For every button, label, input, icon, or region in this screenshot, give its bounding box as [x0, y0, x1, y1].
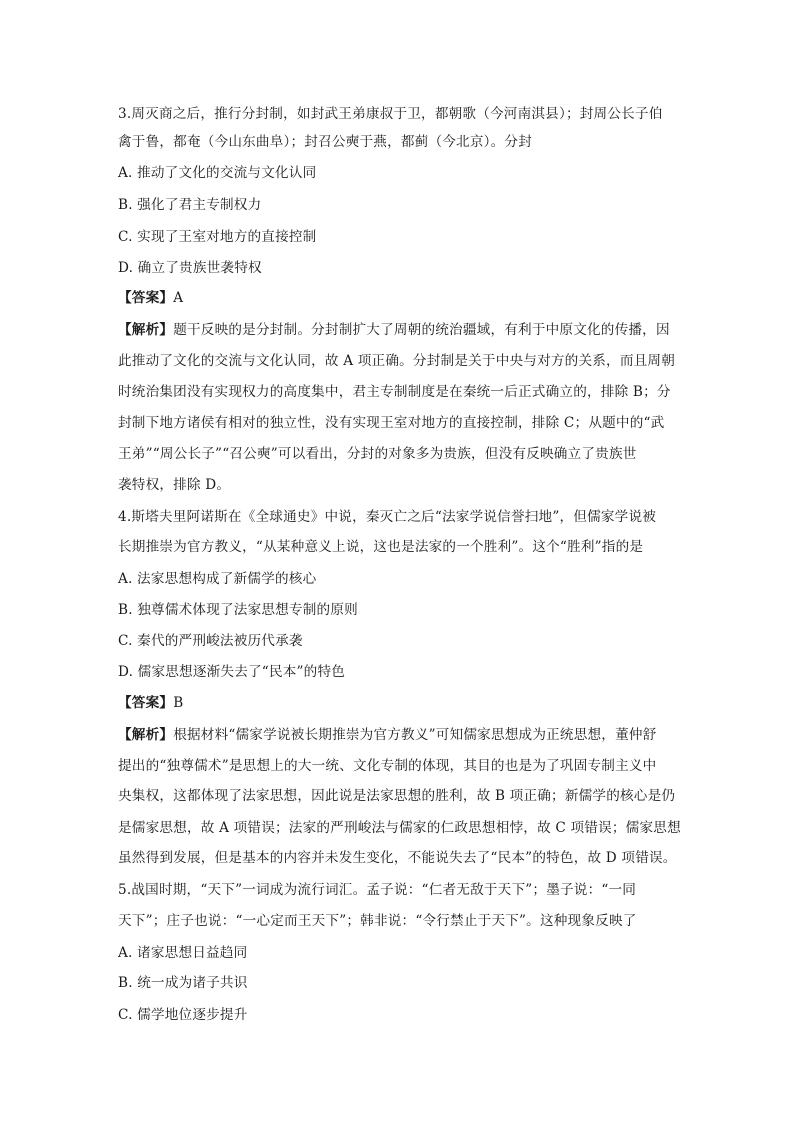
- analysis-tag: 【解析】: [118, 322, 174, 338]
- analysis-tag: 【解析】: [118, 727, 174, 743]
- question-3-analysis-line-5: 王弟”“周公长子”“召公奭”可以看出，分封的对象多为贵族，但没有反映确立了贵族世: [118, 446, 637, 462]
- question-3-analysis-line-4: 封制下地方诸侯有相对的独立性，没有实现王室对地方的直接控制，排除 C；从题中的“武: [118, 415, 665, 431]
- question-4-option-c: C. 秦代的严刑峻法被历代承袭: [118, 633, 303, 649]
- question-5-option-b: B. 统一成为诸子共识: [118, 975, 248, 991]
- question-4-analysis-line-1: [118, 725, 684, 745]
- question-4-option-a: A. 法家思想构成了新儒学的核心: [118, 571, 317, 587]
- question-4-analysis-line-2: 提出的“独尊儒术”是思想上的大一统、文化专制的体现，其目的也是为了巩固专制主义中: [118, 758, 657, 774]
- question-3-analysis-line-3: 时统治集团没有实现权力的高度集中，君主专制制度是在秦统一后正式确立的，排除 B；分: [118, 384, 671, 400]
- question-3-stem-line-1: 3.周灭商之后，推行分封制，如封武王弟康叔于卫，都朝歌（今河南淇县）；封周公长子伯: [118, 106, 663, 122]
- answer-value: B: [173, 695, 184, 711]
- question-3-option-b: B. 强化了君主专制权力: [118, 197, 262, 213]
- question-4-analysis-line-4: 是儒家思想，故 A 项错误；法家的严刑峻法与儒家的仁政思想相悖，故 C 项错误；儒家思想: [118, 820, 681, 836]
- answer-tag: 【答案】: [118, 290, 174, 306]
- answer-tag: 【答案】: [118, 695, 174, 711]
- question-3-option-c: C. 实现了王室对地方的直接控制: [118, 229, 317, 245]
- question-5-stem-line-2: 天下”；庄子也说：“一心定而王天下”；韩非说：“令行禁止于天下”。这种现象反映了: [118, 913, 637, 929]
- analysis-text: 根据材料“儒家学说被长期推崇为官方教义”可知儒家思想成为正统思想，董仲舒: [173, 727, 657, 743]
- question-5-stem-line-1: 5.战国时期，“天下”一词成为流行词汇。孟子说：“仁者无敌于天下”；墨子说：“一同: [118, 882, 637, 898]
- question-3-answer: [118, 288, 684, 308]
- question-4-stem-line-2: 长期推崇为官方教义，“从某种意义上说，这也是法家的一个胜利”。这个“胜利”指的是: [118, 539, 644, 555]
- question-5-option-a: A. 诸家思想日益趋同: [118, 945, 248, 961]
- answer-value: A: [173, 290, 184, 306]
- question-3-option-d: D. 确立了贵族世袭特权: [118, 260, 262, 276]
- question-3-option-a: A. 推动了文化的交流与文化认同: [118, 165, 317, 181]
- question-3-analysis-line-1: [118, 320, 684, 340]
- question-4-answer: [118, 693, 684, 713]
- question-3-analysis-line-2: 此推动了文化的交流与文化认同，故 A 项正确。分封制是关于中央与对方的关系，而且周朝: [118, 353, 676, 369]
- question-3-stem-line-2: 禽于鲁，都奄（今山东曲阜）；封召公奭于燕，都蓟（今北京）。分封: [118, 134, 533, 150]
- question-4-option-b: B. 独尊儒术体现了法家思想专制的原则: [118, 602, 358, 618]
- question-3-analysis-line-6: 袭特权，排除 D。: [118, 477, 231, 493]
- question-4-analysis-line-5: 虽然得到发展，但是基本的内容并未发生变化，不能说失去了“民本”的特色，故 D 项错误。: [118, 850, 677, 866]
- question-4-analysis-line-3: 央集权，这都体现了法家思想，因此说是法家思想的胜利，故 B 项正确；新儒学的核心是仍: [118, 788, 676, 804]
- question-5-option-c: C. 儒学地位逐步提升: [118, 1007, 248, 1023]
- question-4-stem-line-1: 4.斯塔夫里阿诺斯在《全球通史》中说，秦灭亡之后“法家学说信誉扫地”，但儒家学说被: [118, 509, 657, 525]
- question-4-option-d: D. 儒家思想逐渐失去了“民本”的特色: [118, 664, 346, 680]
- analysis-text: 题干反映的是分封制。分封制扩大了周朝的统治疆域，有利于中原文化的传播，因: [173, 322, 670, 338]
